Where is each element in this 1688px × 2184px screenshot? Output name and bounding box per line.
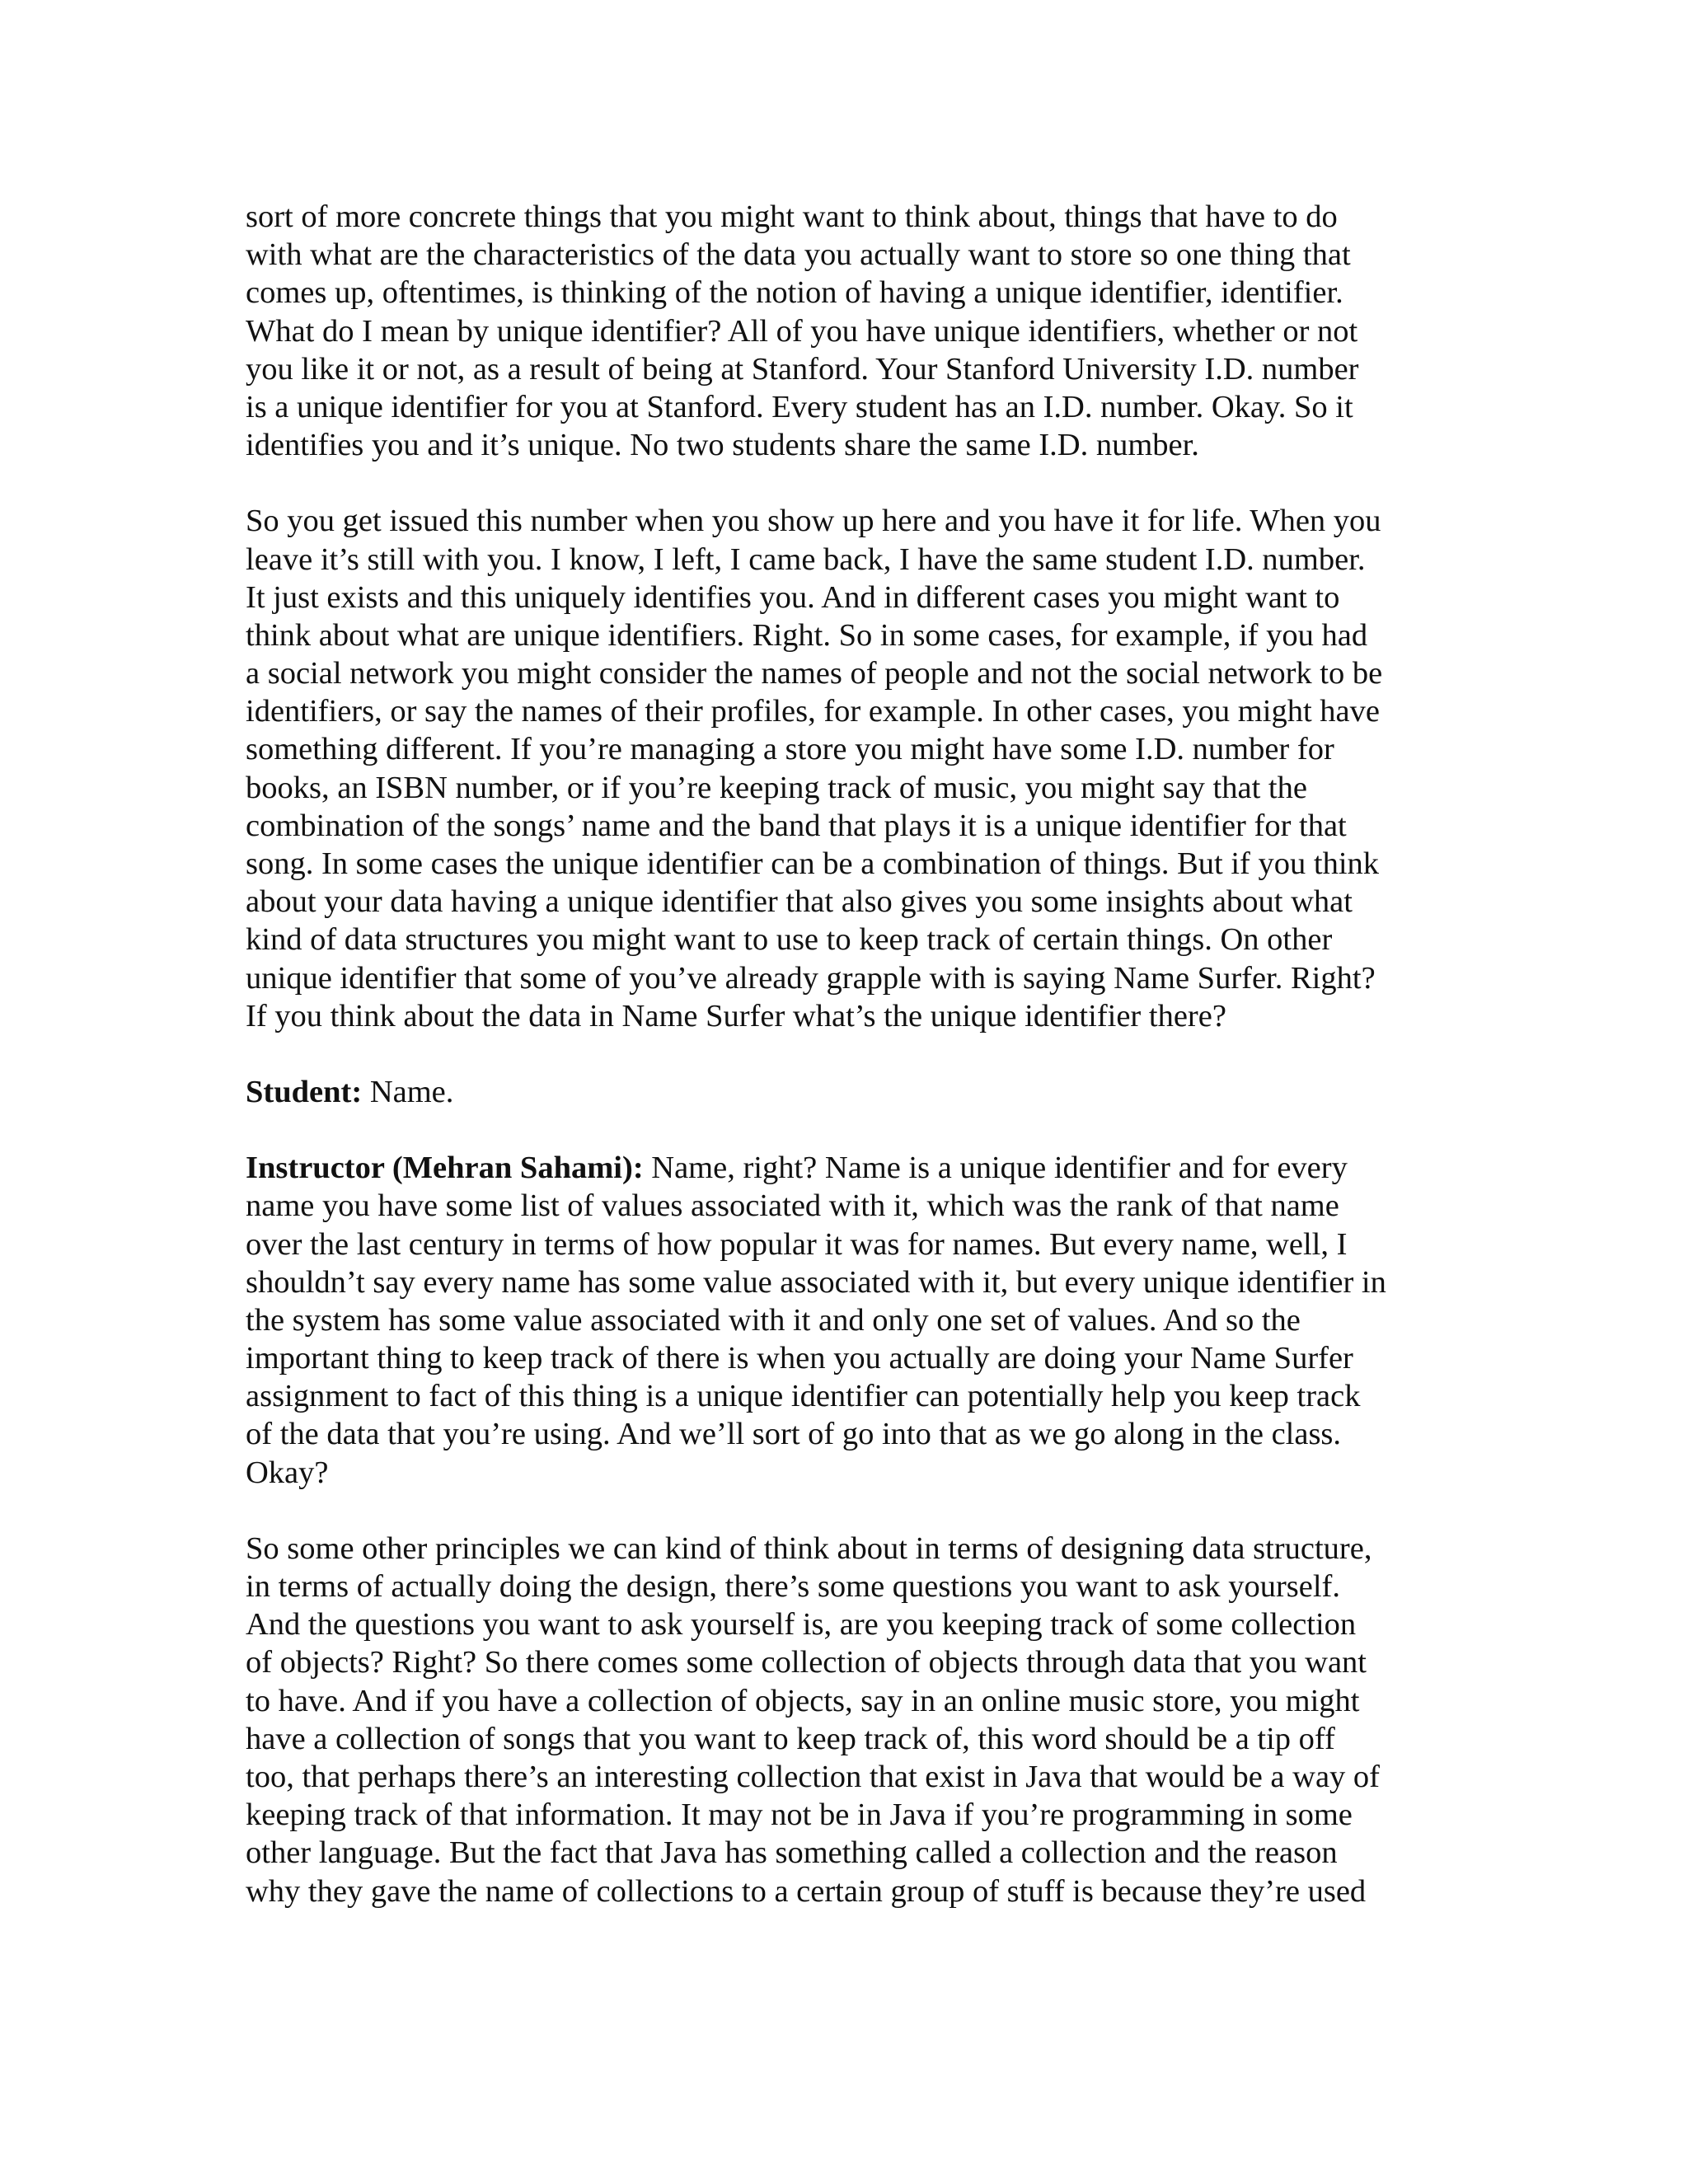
utterance-text: Name. bbox=[362, 1074, 454, 1109]
text-line: keeping track of that information. It may not be in Java if you’re programming in some bbox=[246, 1797, 1353, 1833]
text-line: identifies you and it’s unique. No two students share the same I.D. number. bbox=[246, 428, 1199, 463]
speaker-label-instructor: Instructor (Mehran Sahami): bbox=[246, 1151, 644, 1186]
text-line: It just exists and this uniquely identifies you. And in different cases you might want to bbox=[246, 579, 1340, 615]
text-line: why they gave the name of collections to a certain group of stuff is because they’re used bbox=[246, 1873, 1367, 1909]
paragraph-student bbox=[246, 1073, 1482, 1111]
text-line: Okay? bbox=[246, 1455, 329, 1490]
text-line: assignment to fact of this thing is a unique identifier can potentially help you keep track bbox=[246, 1379, 1361, 1414]
text-line bbox=[246, 1073, 1482, 1111]
text-line: other language. But the fact that Java has something called a collection and the reason bbox=[246, 1835, 1338, 1871]
document-page bbox=[246, 198, 1482, 1948]
paragraph-2 bbox=[246, 502, 1482, 1035]
text-line: something different. If you’re managing a store you might have some I.D. number for bbox=[246, 732, 1334, 767]
text-line: too, that perhaps there’s an interesting collection that exist in Java that would be a way of bbox=[246, 1759, 1380, 1794]
text-line: combination of the songs’ name and the band that plays it is a unique identifier for that bbox=[246, 808, 1347, 843]
text-line: What do I mean by unique identifier? All of you have unique identifiers, whether or not bbox=[246, 313, 1358, 349]
speaker-label-student: Student: bbox=[246, 1074, 363, 1109]
text-line: have a collection of songs that you want to keep track of, this word should be a tip off bbox=[246, 1721, 1335, 1756]
text-line: over the last century in terms of how popular it was for names. But every name, well, I bbox=[246, 1226, 1348, 1262]
text-line: And the questions you want to ask yourself is, are you keeping track of some collection bbox=[246, 1607, 1357, 1643]
paragraph-1 bbox=[246, 198, 1482, 464]
paragraph-instructor bbox=[246, 1149, 1482, 1492]
text-line: If you think about the data in Name Surfer what’s the unique identifier there? bbox=[246, 998, 1226, 1033]
text-line: unique identifier that some of you’ve already grapple with is saying Name Surfer. Right? bbox=[246, 960, 1376, 996]
text-line: think about what are unique identifiers. Right. So in some cases, for example, if you had bbox=[246, 617, 1368, 653]
text-line: with what are the characteristics of the data you actually want to store so one thing that bbox=[246, 237, 1351, 273]
text-line: the system has some value associated with it and only one set of values. And so the bbox=[246, 1302, 1301, 1338]
text-line: in terms of actually doing the design, there’s some questions you want to ask yourself. bbox=[246, 1569, 1341, 1604]
text-line: identifiers, or say the names of their profiles, for example. In other cases, you might have bbox=[246, 694, 1380, 729]
text-line: song. In some cases the unique identifier can be a combination of things. But if you think bbox=[246, 846, 1380, 881]
text-line: to have. And if you have a collection of objects, say in an online music store, you might bbox=[246, 1683, 1360, 1718]
text-line: important thing to keep track of there is when you actually are doing your Name Surfer bbox=[246, 1341, 1353, 1376]
text-line: you like it or not, as a result of being at Stanford. Your Stanford University I.D. number bbox=[246, 351, 1359, 387]
text-line: kind of data structures you might want to use to keep track of certain things. On other bbox=[246, 922, 1333, 958]
text-line: name you have some list of values associated with it, which was the rank of that name bbox=[246, 1188, 1339, 1224]
text-line: So some other principles we can kind of think about in terms of designing data structure, bbox=[246, 1530, 1372, 1566]
text-line: shouldn’t say every name has some value associated with it, but every unique identifier in bbox=[246, 1264, 1386, 1300]
utterance-text: Name, right? Name is a unique identifier and for every bbox=[643, 1151, 1348, 1186]
text-line: of the data that you’re using. And we’ll sort of go into that as we go along in the class. bbox=[246, 1417, 1342, 1452]
text-line: leave it’s still with you. I know, I left, I came back, I have the same student I.D. number. bbox=[246, 541, 1366, 577]
text-line: of objects? Right? So there comes some collection of objects through data that you want bbox=[246, 1645, 1367, 1680]
text-line bbox=[246, 1149, 1482, 1187]
text-line: comes up, oftentimes, is thinking of the notion of having a unique identifier, identifier. bbox=[246, 275, 1343, 311]
paragraph-5 bbox=[246, 1530, 1482, 1910]
text-line: is a unique identifier for you at Stanford. Every student has an I.D. number. Okay. So it bbox=[246, 389, 1353, 424]
text-line: books, an ISBN number, or if you’re keeping track of music, you might say that the bbox=[246, 770, 1307, 805]
text-line: a social network you might consider the names of people and not the social network to be bbox=[246, 656, 1383, 691]
text-line: So you get issued this number when you show up here and you have it for life. When you bbox=[246, 504, 1381, 539]
text-line: sort of more concrete things that you might want to think about, things that have to do bbox=[246, 199, 1338, 234]
text-line: about your data having a unique identifier that also gives you some insights about what bbox=[246, 884, 1353, 920]
